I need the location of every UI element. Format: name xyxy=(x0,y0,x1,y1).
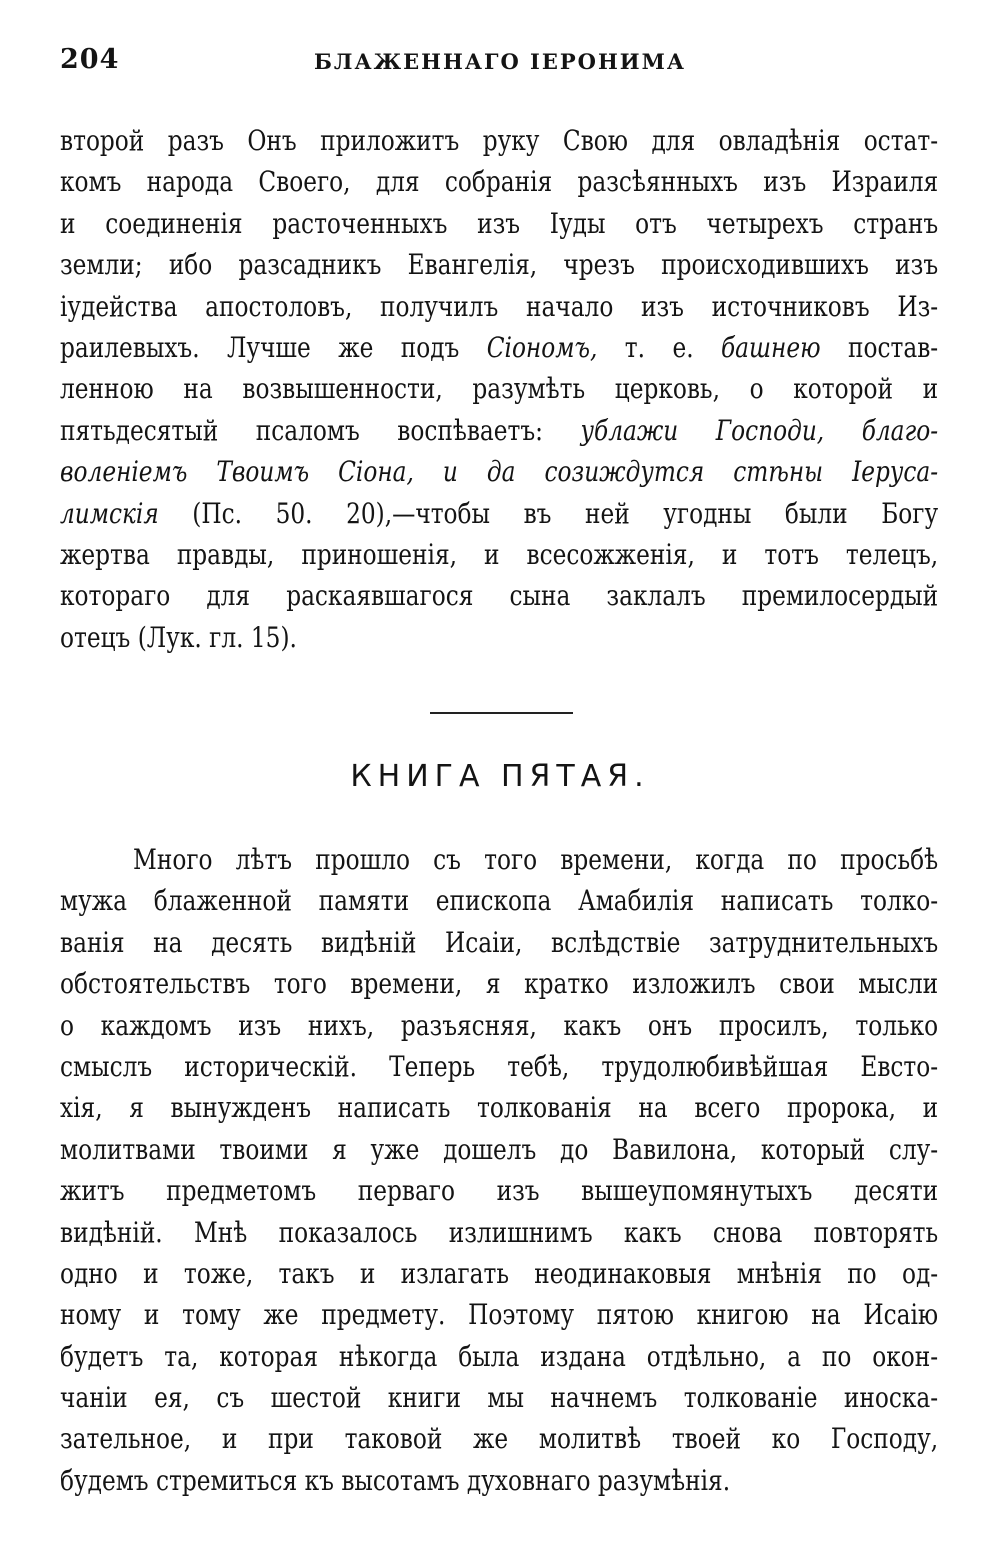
text-line: хія, я вынужденъ написать толкованія на всего пророка, и xyxy=(60,1091,939,1125)
text-run: постав- xyxy=(820,330,939,364)
text-run: (Пс. 50. 20),—чтобы въ ней угодны были Богу xyxy=(158,496,939,530)
text-line: отецъ (Лук. гл. 15). xyxy=(60,620,297,654)
text-line: обстоятельствъ того времени, я кратко изложилъ свои мысли xyxy=(60,967,939,1001)
text-line: мужа блаженной памяти епископа Амабилія написать толко- xyxy=(60,884,939,918)
text-line: молитвами твоими я уже дошелъ до Вавилона, который слу- xyxy=(60,1132,939,1166)
text-line: смыслъ историческій. Теперь тебѣ, трудолюбивѣйшая Евсто- xyxy=(60,1049,939,1083)
page-number: 204 xyxy=(60,44,120,75)
section-separator xyxy=(430,712,573,714)
chapter-title: КНИГА ПЯТАЯ. xyxy=(350,759,650,794)
paragraph xyxy=(60,839,938,1501)
text-line: воленіемъ Твоимъ Сіона, и да созиждутся стѣны Іеруса- xyxy=(60,455,939,489)
text-line: котораго для раскаявшагося сына заклалъ премилосердый xyxy=(60,579,939,613)
text-line: Много лѣтъ прошло съ того времени, когда по просьбѣ xyxy=(133,843,939,876)
text-line: и соединенія расточенныхъ изъ Іуды отъ четырехъ странъ xyxy=(60,206,939,240)
text-line xyxy=(60,493,938,534)
text-line: ванія на десять видѣній Исаіи, вслѣдствіе затруднительныхъ xyxy=(60,925,939,959)
text-run: т. е. xyxy=(597,330,721,364)
text-line: житъ предметомъ перваго изъ вышеупомянутыхъ десяти xyxy=(60,1174,939,1208)
text-line: о каждомъ изъ нихъ, разъясняя, какъ онъ просилъ, только xyxy=(60,1008,939,1042)
italic-text: башнею xyxy=(720,330,821,364)
text-line: чаніи ея, съ шестой книги мы начнемъ толкованіе иноска- xyxy=(60,1381,939,1415)
text-line: одно и тоже, такъ и излагать неодинаковыя мнѣнія по од- xyxy=(60,1256,939,1290)
text-line: комъ народа Своего, для собранія разсѣянныхъ изъ Израиля xyxy=(60,165,939,199)
text-run: раилевыхъ. Лучше же подъ xyxy=(60,330,487,364)
text-line: второй разъ Онъ приложитъ руку Свою для овладѣнія остат- xyxy=(60,124,939,157)
text-line: видѣній. Мнѣ показалось излишнимъ какъ снова повторять xyxy=(60,1215,939,1249)
paragraph-continued xyxy=(60,120,938,658)
text-line: зательное, и при таковой же молитвѣ твоей ко Господу, xyxy=(60,1422,939,1456)
text-line xyxy=(60,410,938,451)
text-line: іудейства апостоловъ, получилъ начало изъ источниковъ Из- xyxy=(60,289,939,323)
text-line: будемъ стремиться къ высотамъ духовнаго разумѣнія. xyxy=(60,1463,731,1497)
italic-text: лимскія xyxy=(60,496,159,530)
text-line: ному и тому же предмету. Поэтому пятою книгою на Исаію xyxy=(60,1298,939,1332)
italic-text: ублажи Господи, благо- xyxy=(580,413,939,447)
text-line xyxy=(60,327,938,368)
text-run: пятьдесятый псаломъ воспѣваетъ: xyxy=(60,413,581,447)
text-line: ленною на возвышенности, разумѣть церковь, о которой и xyxy=(60,372,939,406)
text-line: будетъ та, которая нѣкогда была издана отдѣльно, а по окон- xyxy=(60,1339,939,1373)
italic-text: Сіономъ, xyxy=(486,330,598,364)
text-line: земли; ибо разсадникъ Евангелія, чрезъ происходившихъ изъ xyxy=(60,248,939,282)
text-line: жертва правды, приношенія, и всесожженія, и тотъ телецъ, xyxy=(60,537,939,571)
running-head: БЛАЖЕННАГО ІЕРОНИМА xyxy=(313,49,686,74)
